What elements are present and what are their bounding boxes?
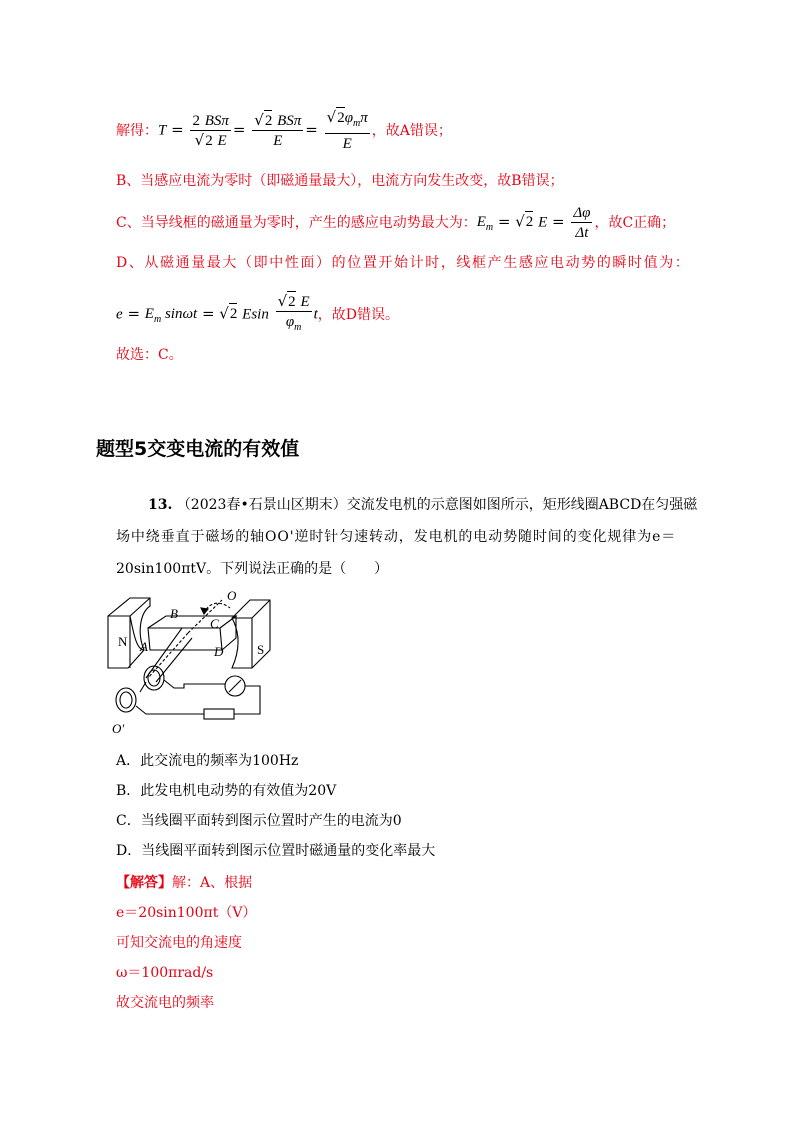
option-c: C．当线圈平面转到图示位置时产生的电流为0 xyxy=(116,813,402,829)
solution-line-3-prefix: C、当导线框的磁通量为零时，产生的感应电动势最大为： xyxy=(116,215,477,231)
label-d: D xyxy=(214,644,224,659)
answer-line-3: 可知交流电的角速度 xyxy=(116,935,242,951)
solution-line-5-suffix: ，故D错误。 xyxy=(317,307,400,323)
label-o: O xyxy=(227,588,237,603)
label-n: N xyxy=(118,634,128,649)
solution-line-3-suffix: ，故C正确； xyxy=(594,215,676,231)
label-c: C xyxy=(210,616,219,631)
section-title: 题型5交变电流的有效值 xyxy=(96,438,300,460)
label-b: B xyxy=(170,606,178,621)
solution-line-1-suffix: ，故A错误； xyxy=(371,123,452,139)
solution-conclusion: 故选：C。 xyxy=(116,347,183,363)
solution-line-3 xyxy=(116,200,675,244)
option-d: D．当线圈平面转到图示位置时磁通量的变化率最大 xyxy=(116,843,436,859)
label-s: S xyxy=(257,642,265,657)
formula-emax: $E_m = √2$ E = $\frac{\Delta\varphi}{\Delta t}$ xyxy=(476,204,591,241)
label-o-prime: O′ xyxy=(112,721,125,736)
answer-line-5: 故交流电的频率 xyxy=(116,995,214,1011)
question-line-1 xyxy=(148,490,697,520)
formula-period: T = $\frac{\text{2 BSπ}}{√2 E}$ = $\frac{\text{√2 BSπ}}{E}$ = $\frac{√2\varphi_m\pi}{E}$ xyxy=(158,107,368,152)
question-line-3: 20sin100πtV。下列说法正确的是（ ） xyxy=(116,561,389,577)
option-b: B．此发电机电动势的有效值为20V xyxy=(116,783,337,799)
generator-diagram xyxy=(100,588,280,738)
option-a: A．此交流电的频率为100Hz xyxy=(116,753,299,769)
answer-line-2: e＝20sin100πt（V） xyxy=(116,905,257,921)
solution-prefix: 解得： xyxy=(116,123,158,139)
solution-line-2: B、当感应电流为零时（即磁通量最大），电流方向发生改变，故B错误； xyxy=(116,173,564,189)
question-line-2: 场中绕垂直于磁场的轴OO'逆时针匀速转动，发电机的电动势随时间的变化规律为e＝ xyxy=(116,529,677,545)
question-number: 13. xyxy=(148,497,173,513)
solution-line-4: D、从磁通量最大（即中性面）的位置开始计时，线框产生感应电动势的瞬时值为： xyxy=(116,255,691,271)
answer-line-1-text: 解：A、根据 xyxy=(172,875,253,891)
answer-header: 【解答】 xyxy=(116,875,172,891)
question-line-1-text: （2023春•石景山区期末）交流发电机的示意图如图所示，矩形线圈ABCD在匀强磁 xyxy=(176,497,698,513)
label-a: A xyxy=(140,639,148,654)
answer-line-1 xyxy=(116,872,252,892)
formula-instant: $e = E_m$ sinωt = √2 Esin $\frac{√2 E}{\varphi_m}$ t xyxy=(116,291,318,333)
answer-line-4: ω＝100πrad/s xyxy=(116,965,214,981)
solution-line-1 xyxy=(116,108,452,152)
solution-line-5 xyxy=(116,292,399,336)
